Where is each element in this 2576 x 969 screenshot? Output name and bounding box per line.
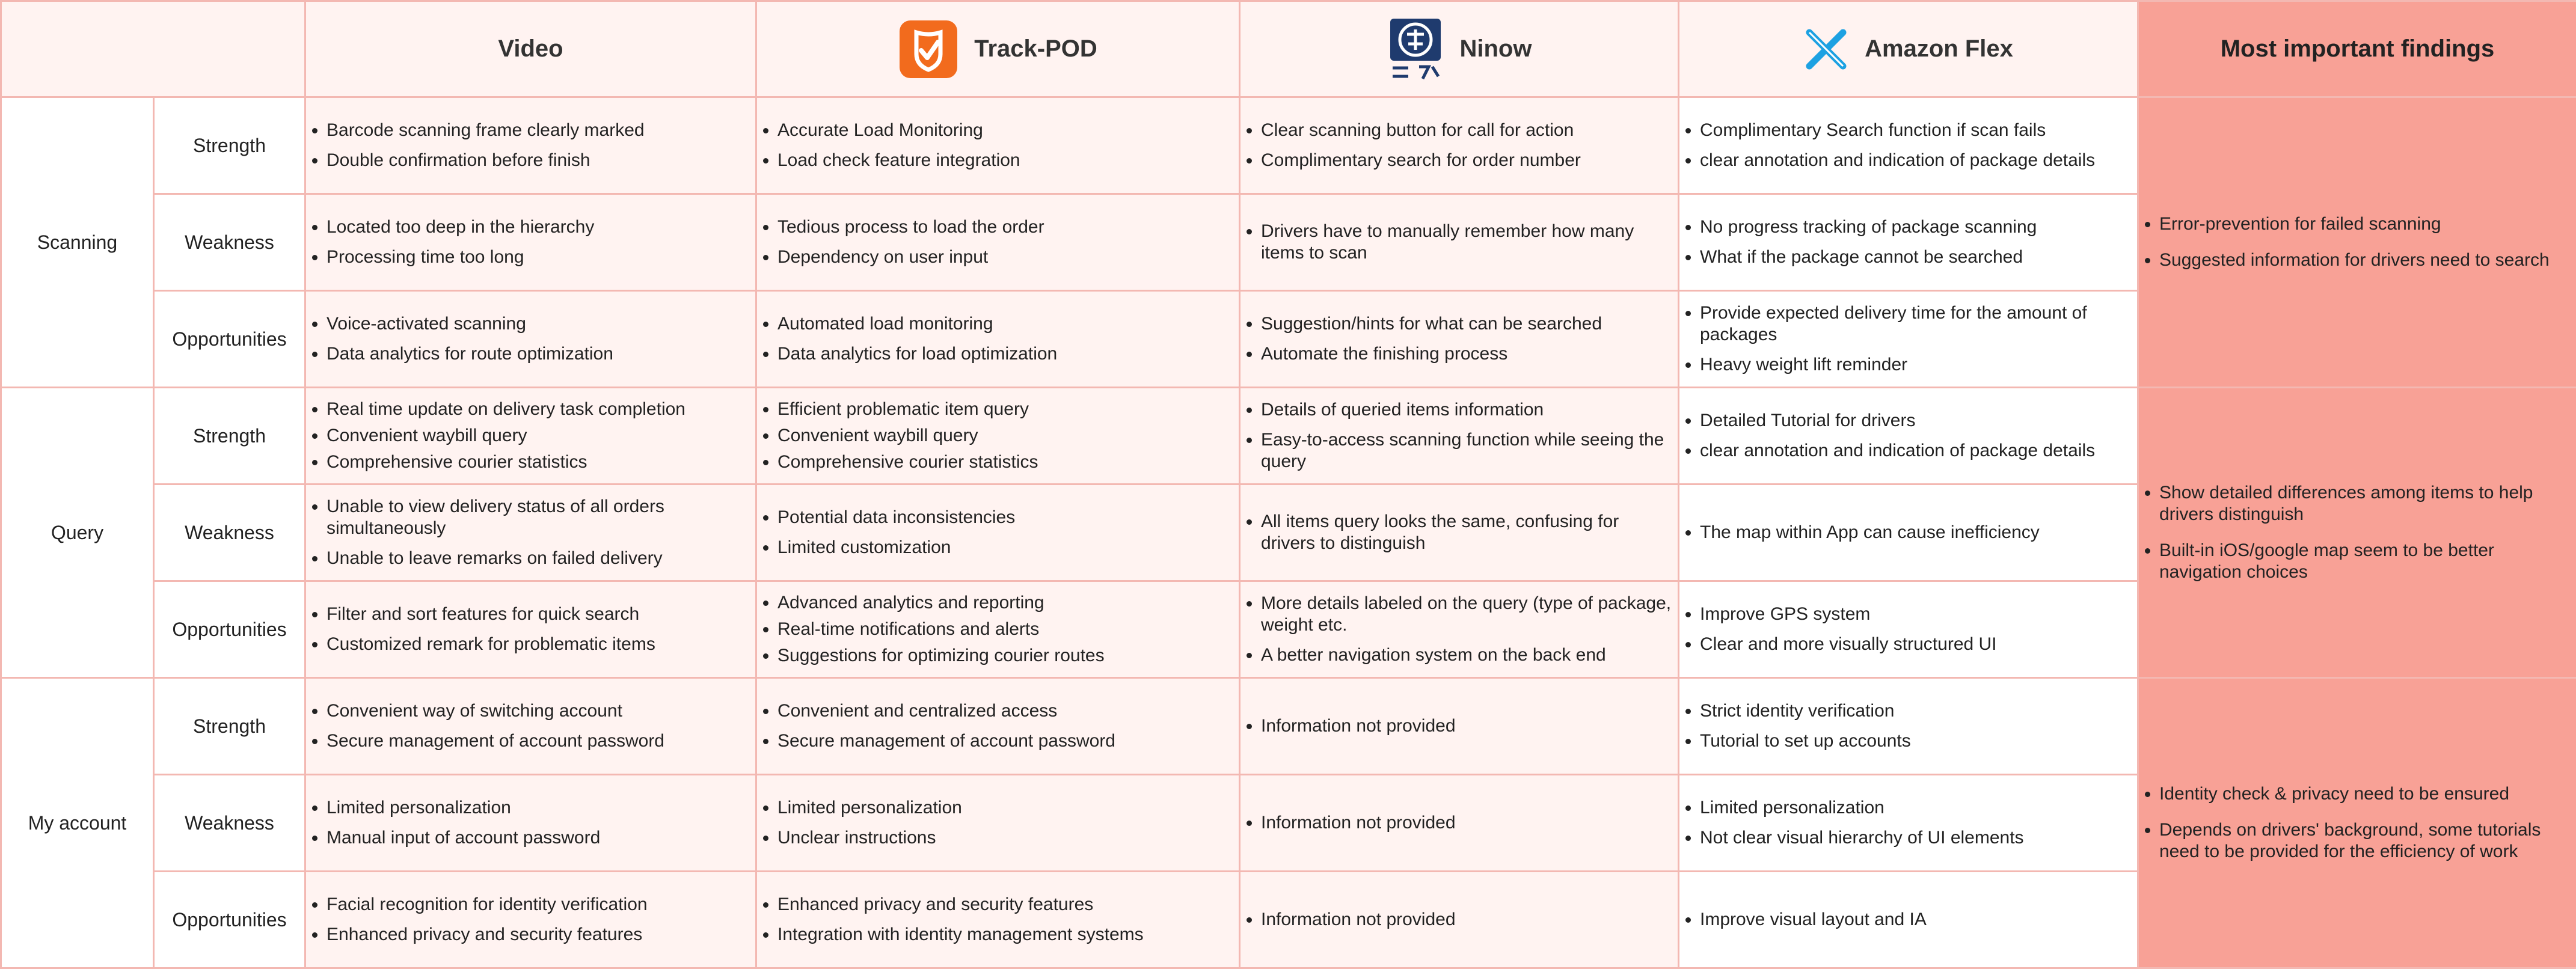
- cell-amazon: [1679, 97, 2138, 194]
- list-item: • Details of queried items information: [1261, 399, 1678, 421]
- cell-amazon: [1679, 581, 2138, 678]
- bullet-list: [1240, 221, 1678, 264]
- cell-ninow: [1240, 775, 1679, 872]
- column-header-trackpod: [756, 1, 1240, 97]
- list-item: • Data analytics for load optimization: [777, 343, 1239, 365]
- bullet-list: [1240, 313, 1678, 365]
- cell-amazon: [1679, 775, 2138, 872]
- list-item: • Integration with identity management systems: [777, 924, 1239, 946]
- cell-trackpod: [756, 775, 1240, 872]
- cell-ninow: [1240, 678, 1679, 775]
- findings-cell: [2138, 678, 2576, 968]
- list-item: • Located too deep in the hierarchy: [327, 216, 755, 238]
- list-item: • Information not provided: [1261, 812, 1678, 834]
- list-item: • Strict identity verification: [1700, 700, 2137, 722]
- cell-trackpod: [756, 678, 1240, 775]
- column-header-findings: [2138, 1, 2576, 97]
- list-item: • Secure management of account password: [777, 730, 1239, 752]
- list-item: • No progress tracking of package scanning: [1700, 216, 2137, 238]
- bullet-list: [306, 216, 755, 268]
- bullet-list: [1679, 216, 2137, 268]
- list-item: • Not clear visual hierarchy of UI elements: [1700, 827, 2137, 849]
- list-item: • Filter and sort features for quick search: [327, 604, 755, 625]
- bullet-list: [757, 120, 1239, 171]
- list-item: • Voice-activated scanning: [327, 313, 755, 335]
- cell-video: [305, 678, 756, 775]
- cell-trackpod: [756, 97, 1240, 194]
- list-item: • Real time update on delivery task completion: [327, 399, 755, 420]
- list-item: • Barcode scanning frame clearly marked: [327, 120, 755, 141]
- cell-trackpod: [756, 194, 1240, 291]
- findings-cell: [2138, 388, 2576, 678]
- cell-video: [305, 581, 756, 678]
- list-item: • Drivers have to manually remember how many items to scan: [1261, 221, 1678, 264]
- row-type-label: Strength: [154, 678, 305, 775]
- list-item: • Information not provided: [1261, 909, 1678, 931]
- cell-trackpod: [756, 388, 1240, 485]
- list-item: • Unable to leave remarks on failed delivery: [327, 548, 755, 569]
- list-item: • Automated load monitoring: [777, 313, 1239, 335]
- list-item: • Facial recognition for identity verification: [327, 894, 755, 916]
- row-type-label: Weakness: [154, 194, 305, 291]
- bullet-list: [1679, 522, 2137, 543]
- cell-amazon: [1679, 485, 2138, 581]
- bullet-list: [757, 797, 1239, 849]
- cell-amazon: [1679, 194, 2138, 291]
- list-item: • Potential data inconsistencies: [777, 507, 1239, 528]
- bullet-list: [306, 496, 755, 569]
- list-item: • Comprehensive courier statistics: [777, 451, 1239, 473]
- section-label: Scanning: [1, 97, 154, 388]
- list-item: • Unclear instructions: [777, 827, 1239, 849]
- cell-trackpod: [756, 581, 1240, 678]
- list-item: • clear annotation and indication of package details: [1700, 150, 2137, 171]
- column-title-findings: Most important findings: [2220, 35, 2495, 62]
- cell-ninow: [1240, 194, 1679, 291]
- cell-ninow: [1240, 291, 1679, 388]
- cell-video: [305, 291, 756, 388]
- row-type-label: Strength: [154, 388, 305, 485]
- list-item: • Load check feature integration: [777, 150, 1239, 171]
- matrix-body: [1, 1, 2576, 968]
- bullet-list: [306, 797, 755, 849]
- bullet-list: [1679, 120, 2137, 171]
- column-header-ninow: [1240, 1, 1679, 97]
- cell-ninow: [1240, 872, 1679, 968]
- bullet-list: [306, 894, 755, 946]
- list-item: • Limited personalization: [327, 797, 755, 819]
- list-item: • Advanced analytics and reporting: [777, 592, 1239, 614]
- bullet-list: [757, 399, 1239, 473]
- findings-list: [2139, 783, 2576, 863]
- bullet-list: [1240, 511, 1678, 554]
- list-item: • Improve GPS system: [1700, 604, 2137, 625]
- bullet-list: [1240, 120, 1678, 171]
- list-item: • Suggestion/hints for what can be searched: [1261, 313, 1678, 335]
- list-item: • Clear scanning button for call for action: [1261, 120, 1678, 141]
- bullet-list: [1679, 410, 2137, 462]
- cell-amazon: [1679, 678, 2138, 775]
- cell-amazon: [1679, 291, 2138, 388]
- bullet-list: [306, 120, 755, 171]
- column-title-trackpod: Track-POD: [974, 35, 1097, 62]
- table-row: [1, 388, 2576, 485]
- column-title-video: Video: [498, 35, 563, 62]
- bullet-list: [1679, 700, 2137, 752]
- list-item: • Information not provided: [1261, 715, 1678, 737]
- row-type-label: Opportunities: [154, 291, 305, 388]
- list-item: • Suggestions for optimizing courier routes: [777, 645, 1239, 667]
- list-item: • Dependency on user input: [777, 246, 1239, 268]
- bullet-list: [306, 604, 755, 655]
- section-label: My account: [1, 678, 154, 968]
- bullet-list: [1240, 715, 1678, 737]
- finding-item: • Depends on drivers' background, some tutorials need to be provided for the efficiency of work: [2159, 819, 2576, 863]
- findings-list: [2139, 482, 2576, 583]
- cell-ninow: [1240, 485, 1679, 581]
- bullet-list: [757, 894, 1239, 946]
- finding-item: • Built-in iOS/google map seem to be better navigation choices: [2159, 540, 2576, 583]
- column-header-video: [305, 1, 756, 97]
- cell-video: [305, 388, 756, 485]
- column-title-ninow: Ninow: [1459, 35, 1532, 62]
- list-item: • Limited customization: [777, 537, 1239, 558]
- cell-ninow: [1240, 388, 1679, 485]
- bullet-list: [1679, 909, 2137, 931]
- cell-trackpod: [756, 485, 1240, 581]
- list-item: • clear annotation and indication of package details: [1700, 440, 2137, 462]
- list-item: • Tedious process to load the order: [777, 216, 1239, 238]
- cell-video: [305, 97, 756, 194]
- bullet-list: [1679, 797, 2137, 849]
- list-item: • Provide expected delivery time for the amount of packages: [1700, 302, 2137, 346]
- finding-item: • Suggested information for drivers need to search: [2159, 249, 2576, 271]
- row-type-label: Weakness: [154, 485, 305, 581]
- row-type-label: Weakness: [154, 775, 305, 872]
- bullet-list: [1679, 604, 2137, 655]
- ninow-logo-icon: [1387, 16, 1444, 82]
- cell-trackpod: [756, 291, 1240, 388]
- finding-item: • Identity check & privacy need to be ensured: [2159, 783, 2576, 805]
- list-item: • Secure management of account password: [327, 730, 755, 752]
- findings-list: [2139, 213, 2576, 271]
- list-item: • Accurate Load Monitoring: [777, 120, 1239, 141]
- list-item: • Comprehensive courier statistics: [327, 451, 755, 473]
- cell-video: [305, 775, 756, 872]
- table-row: [1, 97, 2576, 194]
- cell-amazon: [1679, 388, 2138, 485]
- section-label: Query: [1, 388, 154, 678]
- list-item: • Improve visual layout and IA: [1700, 909, 2137, 931]
- list-item: • Heavy weight lift reminder: [1700, 354, 2137, 376]
- list-item: • Convenient and centralized access: [777, 700, 1239, 722]
- list-item: • Data analytics for route optimization: [327, 343, 755, 365]
- list-item: • Convenient way of switching account: [327, 700, 755, 722]
- list-item: • Enhanced privacy and security features: [327, 924, 755, 946]
- row-type-label: Opportunities: [154, 581, 305, 678]
- bullet-list: [757, 700, 1239, 752]
- row-type-label: Strength: [154, 97, 305, 194]
- bullet-list: [1240, 812, 1678, 834]
- list-item: • Complimentary Search function if scan fails: [1700, 120, 2137, 141]
- bullet-list: [1679, 302, 2137, 376]
- list-item: • A better navigation system on the back end: [1261, 644, 1678, 666]
- bullet-list: [1240, 593, 1678, 666]
- bullet-list: [757, 216, 1239, 268]
- cell-amazon: [1679, 872, 2138, 968]
- list-item: • Processing time too long: [327, 246, 755, 268]
- cell-video: [305, 194, 756, 291]
- list-item: • Detailed Tutorial for drivers: [1700, 410, 2137, 432]
- list-item: • All items query looks the same, confusing for drivers to distinguish: [1261, 511, 1678, 554]
- table-row: [1, 678, 2576, 775]
- list-item: • Double confirmation before finish: [327, 150, 755, 171]
- list-item: • Efficient problematic item query: [777, 399, 1239, 420]
- list-item: • Limited personalization: [1700, 797, 2137, 819]
- bullet-list: [306, 313, 755, 365]
- list-item: • Convenient waybill query: [777, 425, 1239, 447]
- list-item: • Automate the finishing process: [1261, 343, 1678, 365]
- finding-item: • Error-prevention for failed scanning: [2159, 213, 2576, 235]
- list-item: • Unable to view delivery status of all orders simultaneously: [327, 496, 755, 539]
- list-item: • Tutorial to set up accounts: [1700, 730, 2137, 752]
- cell-trackpod: [756, 872, 1240, 968]
- cell-ninow: [1240, 581, 1679, 678]
- bullet-list: [306, 700, 755, 752]
- list-item: • The map within App can cause inefficiency: [1700, 522, 2137, 543]
- list-item: • Customized remark for problematic items: [327, 634, 755, 655]
- bullet-list: [757, 592, 1239, 667]
- header-row: [1, 1, 2576, 97]
- row-type-label: Opportunities: [154, 872, 305, 968]
- bullet-list: [757, 313, 1239, 365]
- finding-item: • Show detailed differences among items to help drivers distinguish: [2159, 482, 2576, 525]
- trackpod-logo-icon: [898, 19, 958, 79]
- column-title-amazon: Amazon Flex: [1865, 35, 2013, 62]
- findings-cell: [2138, 97, 2576, 388]
- list-item: • Limited personalization: [777, 797, 1239, 819]
- list-item: • Convenient waybill query: [327, 425, 755, 447]
- cell-video: [305, 485, 756, 581]
- cell-ninow: [1240, 97, 1679, 194]
- list-item: • Complimentary search for order number: [1261, 150, 1678, 171]
- list-item: • Manual input of account password: [327, 827, 755, 849]
- list-item: • Enhanced privacy and security features: [777, 894, 1239, 916]
- column-header-amazon: [1679, 1, 2138, 97]
- list-item: • What if the package cannot be searched: [1700, 246, 2137, 268]
- bullet-list: [306, 399, 755, 473]
- bullet-list: [1240, 399, 1678, 472]
- list-item: • More details labeled on the query (type of package, weight etc.: [1261, 593, 1678, 636]
- list-item: • Real-time notifications and alerts: [777, 619, 1239, 640]
- list-item: • Clear and more visually structured UI: [1700, 634, 2137, 655]
- corner-cell: [1, 1, 305, 97]
- list-item: • Easy-to-access scanning function while seeing the query: [1261, 429, 1678, 472]
- amazon-flex-logo-icon: [1803, 26, 1849, 72]
- cell-video: [305, 872, 756, 968]
- bullet-list: [757, 507, 1239, 558]
- bullet-list: [1240, 909, 1678, 931]
